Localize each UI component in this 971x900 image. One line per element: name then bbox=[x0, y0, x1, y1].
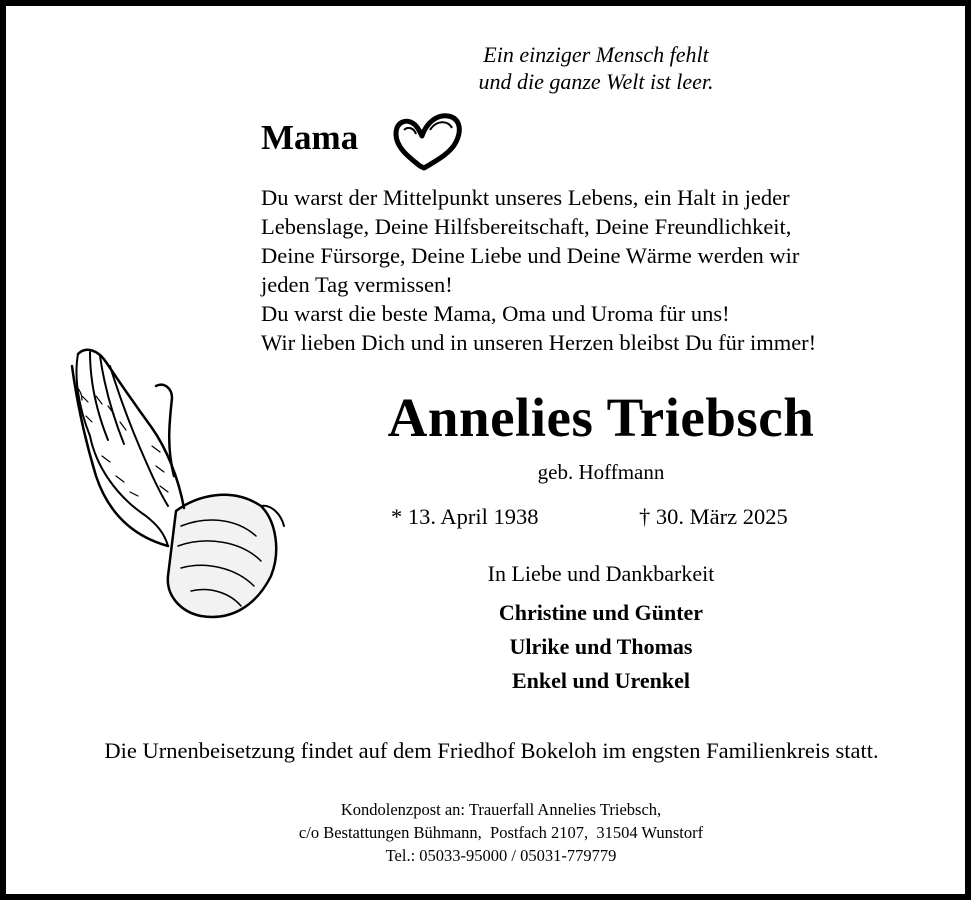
mourners bbox=[401, 596, 801, 698]
poem-line: Du warst der Mittelpunkt unseres Lebens, ein Halt in jeder bbox=[261, 185, 790, 210]
contact-line: c/o Bestattungen Bühmann, Postfach 2107, 31504 Wunstorf bbox=[298, 823, 704, 842]
poem-line: Lebenslage, Deine Hilfsbereitschaft, Deine Freundlichkeit, bbox=[261, 214, 792, 239]
salutation: Mama bbox=[261, 118, 359, 157]
poem-line: Wir lieben Dich und in unseren Herzen bleibst Du für immer! bbox=[261, 330, 817, 355]
deceased-name: Annelies Triebsch bbox=[387, 387, 815, 448]
dedication: In Liebe und Dankbarkeit bbox=[487, 561, 715, 586]
poem bbox=[261, 183, 911, 357]
heart-icon bbox=[390, 110, 466, 174]
mourner-line: Enkel und Urenkel bbox=[511, 668, 691, 693]
mourner-line: Ulrike und Thomas bbox=[509, 634, 693, 659]
poem-line: Deine Fürsorge, Deine Liebe und Deine Wärme werden wir bbox=[261, 243, 800, 268]
contact-line: Kondolenzpost an: Trauerfall Annelies Triebsch, bbox=[340, 800, 662, 819]
birth-date: * 13. April 1938 bbox=[391, 504, 539, 529]
contact-line: Tel.: 05033-95000 / 05031-779779 bbox=[385, 846, 617, 865]
maiden-name: geb. Hoffmann bbox=[537, 460, 665, 484]
quote bbox=[386, 41, 806, 95]
poem-line: jeden Tag vermissen! bbox=[261, 272, 453, 297]
quote-line: Ein einziger Mensch fehlt bbox=[483, 42, 709, 67]
praying-hands-icon bbox=[56, 336, 291, 626]
burial-note: Die Urnenbeisetzung findet auf dem Friedhof Bokeloh im engsten Familienkreis statt. bbox=[104, 738, 879, 763]
contact-info bbox=[191, 798, 811, 867]
death-date: † 30. März 2025 bbox=[639, 504, 788, 529]
quote-line: und die ganze Welt ist leer. bbox=[478, 69, 714, 94]
mourner-line: Christine und Günter bbox=[498, 600, 704, 625]
poem-line: Du warst die beste Mama, Oma und Uroma für uns! bbox=[261, 301, 730, 326]
